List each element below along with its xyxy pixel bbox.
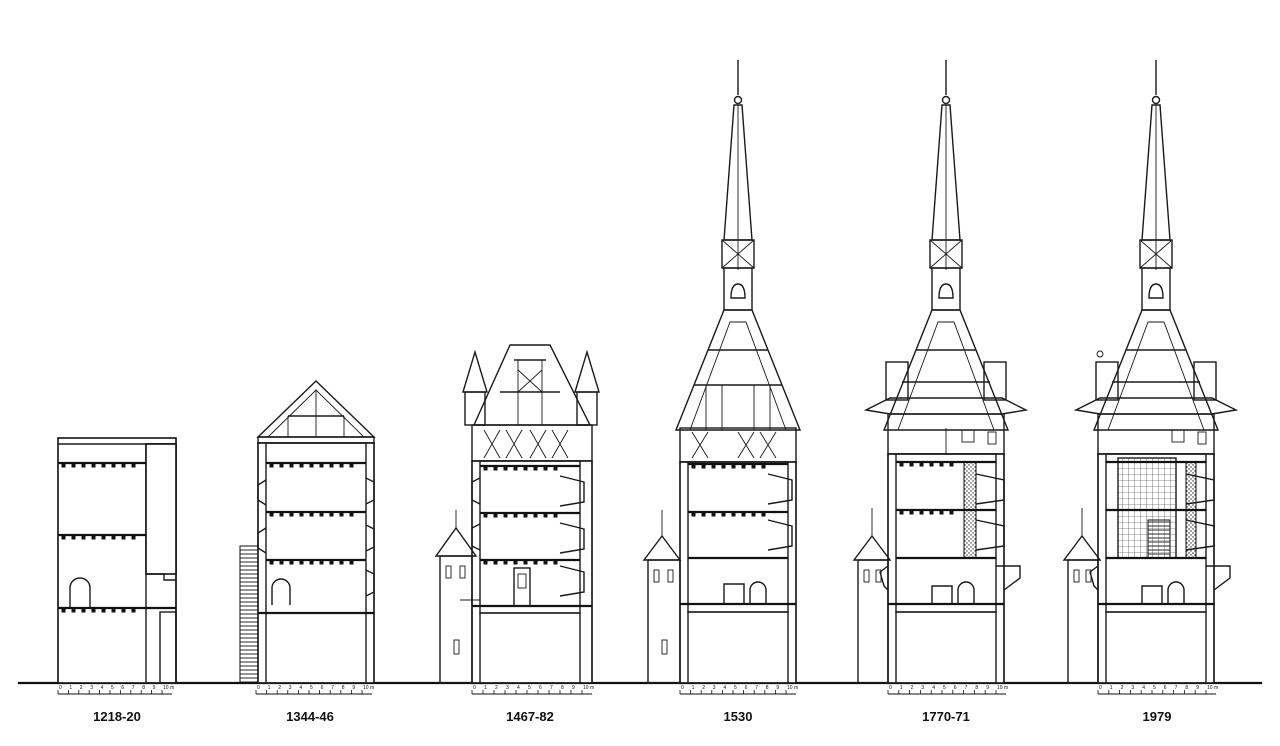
scale-tick-label: 10 m [997,685,1009,691]
scale-tick-label: 4 [517,685,520,691]
scale-tick-label: 8 [142,685,145,691]
year-label: 1530 [723,709,753,724]
scale-tick-label: 9 [1196,685,1199,691]
scale-tick-label: 6 [121,685,125,691]
scale-bar [1098,685,1218,694]
section-1770-71 [854,60,1026,683]
scale-tick-label: 10 m [787,685,799,691]
scale-tick-label: 8 [765,685,769,691]
scale-tick-label: 4 [100,685,104,691]
scale-tick-label: 1 [899,685,903,691]
scale-bar [58,685,174,694]
scale-tick-label: 7 [1174,685,1178,691]
scale-bar [256,685,374,694]
year-label: 1344-46 [286,709,334,724]
scale-tick-label: 8 [1185,685,1189,691]
scale-tick-label: 0 [59,685,62,691]
scale-tick-label: 0 [1099,685,1102,691]
scale-tick-label: 1 [267,685,271,691]
scale-tick-label: 2 [910,685,914,691]
scale-tick-label: 3 [921,685,925,691]
year-label: 1770-71 [922,709,970,724]
scale-tick-label: 5 [1153,685,1156,691]
scale-tick-label: 10 m [163,685,175,691]
scale-tick-label: 5 [943,685,946,691]
scale-tick-label: 5 [310,685,313,691]
section-1467-82 [436,345,599,683]
scale-tick-label: 5 [528,685,531,691]
scale-bars [58,685,1218,694]
scale-tick-label: 5 [111,685,114,691]
scale-tick-label: 4 [723,685,727,691]
year-label: 1218-20 [93,709,141,724]
scale-tick-label: 1 [484,685,487,691]
scale-tick-label: 2 [79,685,83,691]
scale-tick-label: 6 [539,685,542,691]
scale-tick-label: 3 [1131,685,1135,691]
scale-tick-label: 7 [964,685,968,691]
year-label: 1467-82 [506,709,554,724]
scale-tick-label: 6 [744,685,748,691]
scale-tick-label: 3 [712,685,716,691]
scale-tick-label: 7 [755,685,758,691]
scale-tick-label: 10 m [363,685,375,691]
scale-bar [472,685,594,694]
scale-tick-label: 9 [776,685,780,691]
scale-tick-label: 0 [681,685,684,691]
scale-tick-label: 8 [975,685,979,691]
scale-tick-label: 2 [278,685,281,691]
section-1344-46 [240,381,374,683]
year-labels [93,709,1171,724]
year-label: 1979 [1142,709,1172,724]
scale-tick-label: 4 [932,685,935,691]
scale-tick-label: 1 [69,685,73,691]
scale-tick-label: 10 m [1207,685,1219,691]
section-1530 [644,60,800,683]
scale-tick-label: 7 [131,685,135,691]
scale-tick-label: 3 [506,685,509,691]
section-1218-20 [58,438,176,683]
scale-tick-label: 9 [572,685,575,691]
scale-tick-label: 6 [320,685,324,691]
scale-tick-label: 6 [953,685,957,691]
scale-tick-label: 7 [550,685,553,691]
scale-tick-label: 0 [473,685,476,691]
scale-tick-label: 4 [1142,685,1145,691]
scale-tick-label: 9 [352,685,356,691]
scale-tick-label: 6 [1163,685,1167,691]
scale-tick-label: 1 [691,685,695,691]
scale-tick-label: 9 [152,685,156,691]
scale-tick-label: 7 [331,685,334,691]
scale-tick-label: 8 [341,685,345,691]
scale-tick-label: 9 [986,685,989,691]
scale-tick-label: 10 m [583,685,595,691]
scale-tick-label: 2 [702,685,705,691]
scale-tick-label: 2 [495,685,498,691]
scale-bar [888,685,1008,694]
scale-bar [680,685,798,694]
scale-tick-label: 3 [90,685,93,691]
scale-tick-label: 8 [561,685,564,691]
scale-tick-label: 0 [889,685,892,691]
scale-tick-label: 5 [734,685,737,691]
scale-tick-label: 2 [1120,685,1124,691]
section-1979 [1064,60,1236,683]
scale-tick-label: 0 [257,685,260,691]
scale-tick-label: 1 [1109,685,1113,691]
scale-tick-label: 4 [299,685,303,691]
scale-tick-label: 3 [288,685,292,691]
